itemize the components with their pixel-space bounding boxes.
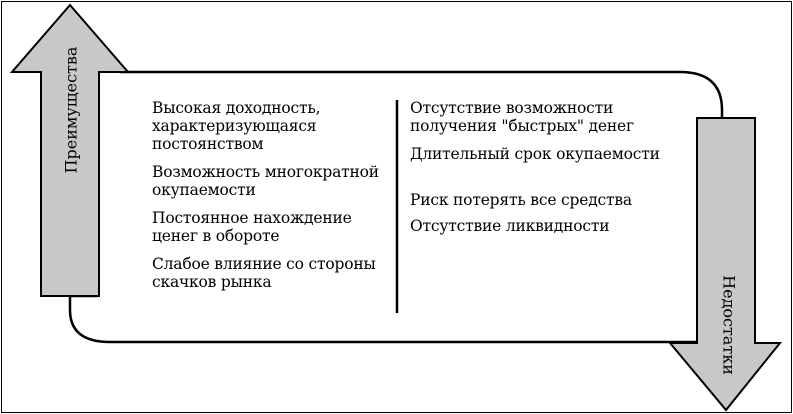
advantage-item: Постоянное нахождение ценег в обороте [152,209,352,245]
advantages-label: Преимущества [61,46,81,174]
disadvantage-item: Отсутствие ликвидности [410,217,610,235]
advantage-item: Высокая доходность, характеризующаяся постоянством [152,99,321,153]
disadvantage-item: Риск потерять все средства [410,191,632,209]
disadvantage-item: Отсутствие возможности получения "быстрых" денег [410,99,634,135]
advantage-item: Возможность многократной окупаемости [152,163,379,199]
advantage-item: Слабое влияние со стороны скачков рынка [152,255,376,291]
disadvantage-item: Длительный срок окупаемости [410,145,660,163]
disadvantages-label: Недостатки [719,275,739,375]
